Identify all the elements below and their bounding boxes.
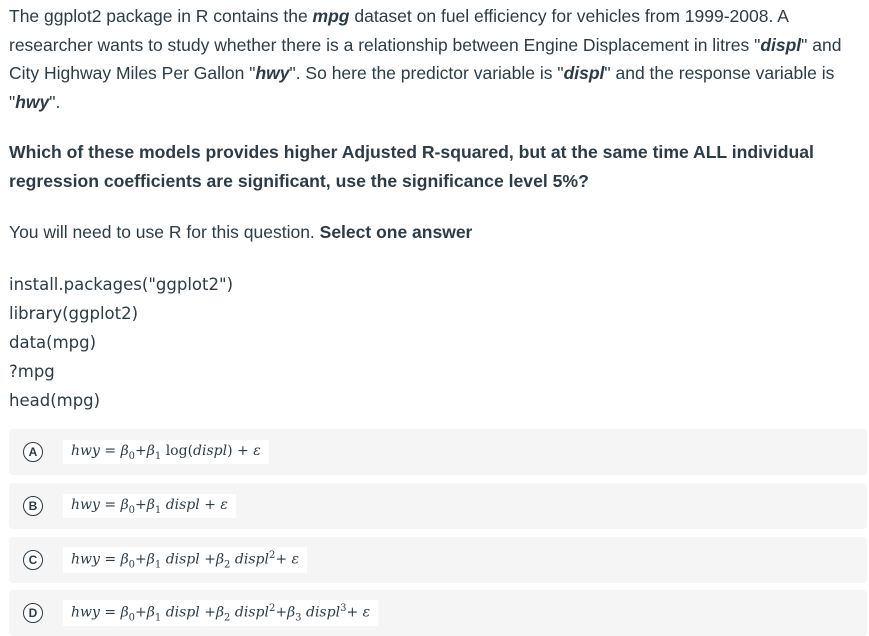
option-formula: hwy = $\beta_0+\beta_1$ displ $+\beta_2$ displ$^2$+ ε [63,547,307,573]
instruction-text: You will need to use R for this question. Select one answer [9,222,473,242]
code-line: data(mpg) [9,333,97,352]
answer-option-c[interactable] [9,537,867,583]
answer-option-d[interactable] [9,590,867,636]
option-formula: hwy = $\beta_0+\beta_1$ displ + ε [63,494,236,519]
answer-option-a[interactable] [9,429,867,475]
r-code-block [9,270,233,415]
option-letter-badge: A [23,442,43,462]
code-line: ?mpg [9,362,55,381]
option-formula: hwy = $\beta_0+\beta_1$ log(displ) + ε [63,440,269,465]
code-line: library(ggplot2) [9,304,139,323]
answer-option-b[interactable] [9,483,867,529]
option-letter-badge: B [23,496,43,516]
question-text: Which of these models provides higher Adjusted R-squared, but at the same time ALL individual regression coefficients are significant, use the significance level 5%? [9,142,814,191]
option-letter-badge: C [23,550,43,570]
problem-intro: The ggplot2 package in R contains the mpg dataset on fuel efficiency for vehicles from 1999-2008. A researcher wants to study whether there is a relationship between Engine Displacement in litres "displ" and City Highway Miles Per Gallon "hwy". So here the predictor variable is "displ" and the response variable is "hwy". [9,6,842,112]
code-line: head(mpg) [9,391,101,410]
code-line: install.packages("ggplot2") [9,275,234,294]
option-formula: hwy = $\beta_0+\beta_1$ displ $+\beta_2$ $displ^2+\beta_3$ displ$^3$+ ε [63,600,378,626]
option-letter-badge: D [23,603,43,623]
